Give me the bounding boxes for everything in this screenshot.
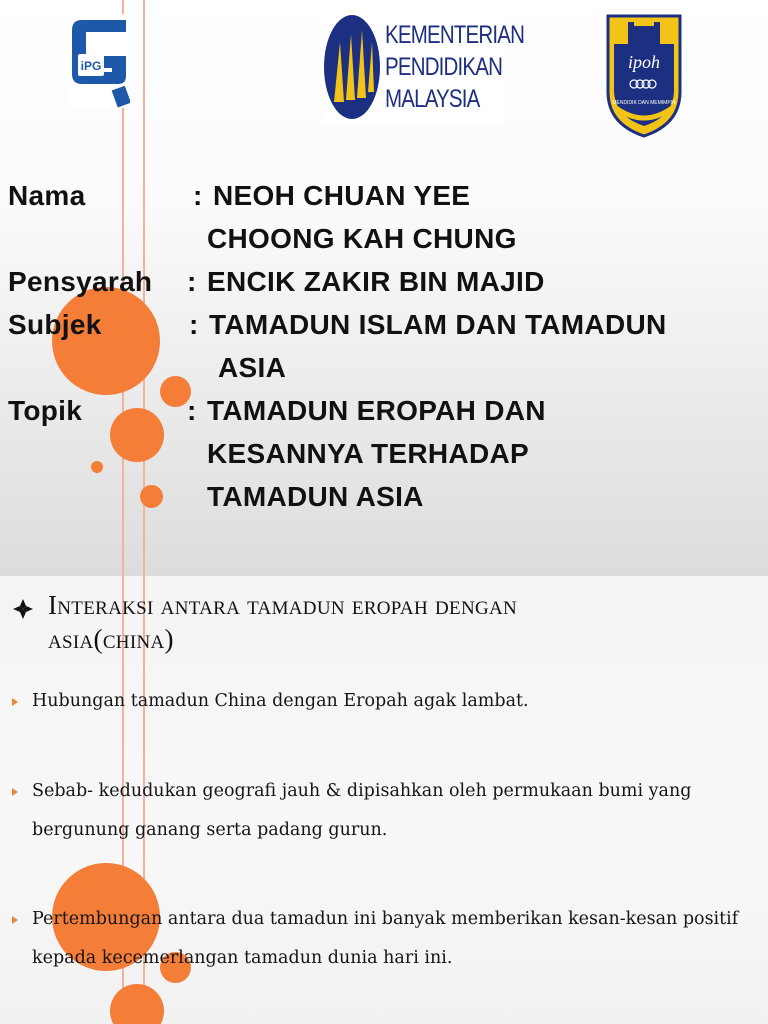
bullet-paragraph: Hubungan tamadun China dengan Eropah agak lambat. bbox=[32, 691, 529, 711]
decorative-circle bbox=[110, 408, 164, 462]
kpm-logo bbox=[322, 10, 525, 126]
pensyarah-label: Pensyarah bbox=[8, 266, 153, 297]
decorative-circle bbox=[91, 461, 103, 473]
bullet-paragraph: Pertembungan antara dua tamadun ini banyak memberikan kesan-kesan positif kepada kecemerlangan tamadun dunia hari ini. bbox=[32, 909, 739, 968]
svg-text:iPG: iPG bbox=[80, 59, 102, 73]
pensyarah-separator: : bbox=[187, 266, 197, 297]
svg-text:ipoh: ipoh bbox=[627, 52, 661, 72]
decorative-circle bbox=[140, 485, 163, 508]
ipoh-logo bbox=[604, 12, 684, 140]
topik-separator: : bbox=[187, 395, 197, 426]
topik-label: Topik bbox=[8, 395, 83, 426]
nama-label: Nama bbox=[8, 180, 86, 211]
heading-line-2: asia(china) bbox=[48, 624, 174, 654]
decorative-circle bbox=[110, 984, 164, 1024]
svg-text:MENDIDIK DAN MEMIMPIN: MENDIDIK DAN MEMIMPIN bbox=[612, 100, 676, 106]
subjek-label: Subjek bbox=[8, 309, 102, 340]
ipg-logo bbox=[68, 14, 130, 108]
kpm-logo-line: KEMENTERIAN bbox=[385, 21, 525, 49]
heading-line-1: Interaksi antara tamadun eropah dengan bbox=[48, 590, 518, 620]
subjek-separator: : bbox=[189, 309, 199, 340]
nama-value-1: NEOH CHUAN YEE bbox=[213, 180, 471, 211]
nama-value-2: CHOONG KAH CHUNG bbox=[207, 223, 517, 254]
kpm-logo-line: MALAYSIA bbox=[385, 85, 480, 113]
bullet-paragraph: Sebab- kedudukan geografi jauh & dipisahkan oleh permukaan bumi yang bergunung ganang serta padang gurun. bbox=[32, 781, 692, 840]
kpm-emblem-icon bbox=[322, 12, 382, 122]
topik-value-2: KESANNYA TERHADAP bbox=[207, 438, 529, 469]
decorative-circle bbox=[52, 287, 160, 395]
arrow-bullet-icon bbox=[12, 916, 18, 924]
ipoh-crest-icon bbox=[604, 12, 684, 140]
content-slide bbox=[0, 576, 768, 1024]
topik-value-3: TAMADUN ASIA bbox=[207, 481, 424, 512]
subjek-value-2: ASIA bbox=[218, 352, 287, 383]
ipg-logo-graphic bbox=[68, 14, 130, 108]
kpm-logo-line: PENDIDIKAN bbox=[385, 53, 503, 81]
arrow-bullet-icon bbox=[12, 788, 18, 796]
arrow-bullet-icon bbox=[12, 698, 18, 706]
slide-heading bbox=[14, 588, 517, 656]
subjek-value-1: TAMADUN ISLAM DAN TAMADUN bbox=[209, 309, 667, 340]
topik-value-1: TAMADUN EROPAH DAN bbox=[207, 395, 546, 426]
nama-separator: : bbox=[193, 180, 203, 211]
pensyarah-value: ENCIK ZAKIR BIN MAJID bbox=[207, 266, 545, 297]
